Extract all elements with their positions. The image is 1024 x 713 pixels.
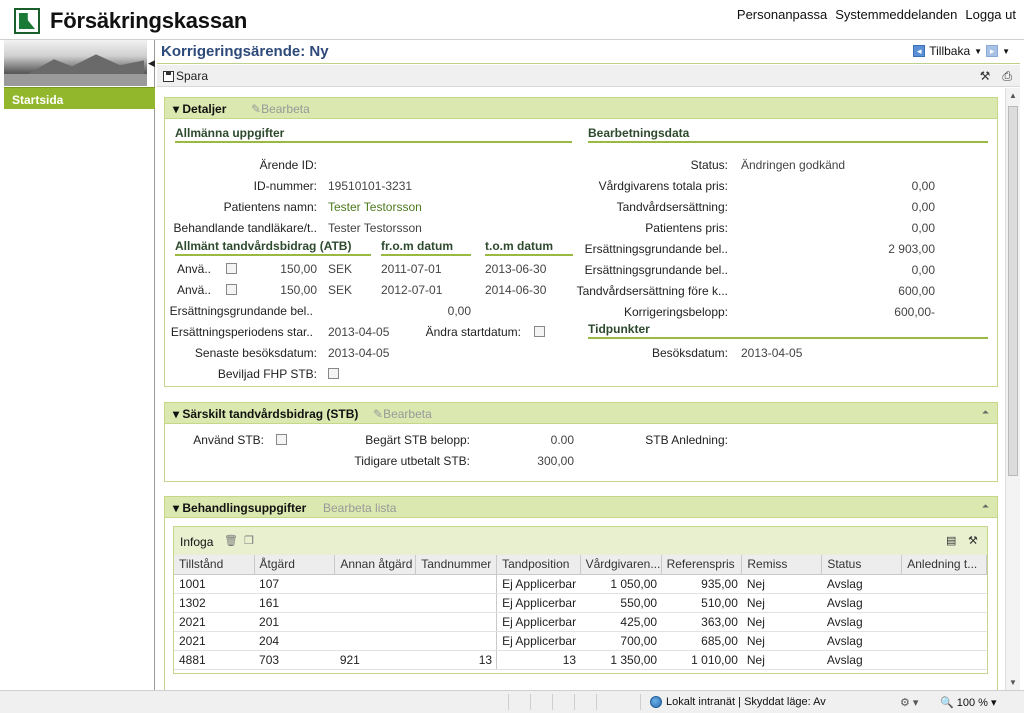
cell: 703 — [254, 650, 335, 669]
stb-edit-button[interactable]: ✎Bearbeta — [373, 407, 432, 421]
cell — [902, 650, 987, 669]
period-start-label: Ersättningsperiodens star.. — [170, 325, 313, 339]
compensation-before-label: Tandvårdsersättning före k... — [576, 284, 728, 298]
globe-icon — [650, 696, 662, 708]
page-toolbar — [157, 65, 1020, 87]
details-panel-header — [165, 98, 997, 119]
compensation-before-value: 600,00 — [898, 284, 935, 298]
table-row[interactable] — [174, 574, 987, 593]
save-button[interactable] — [163, 69, 208, 83]
zoom-control[interactable]: 🔍 100 % ▾ — [940, 697, 997, 709]
cell: 4881 — [174, 650, 254, 669]
id-number-value: 19510101-3231 — [328, 179, 413, 193]
column-header[interactable]: Åtgärd — [254, 555, 335, 574]
cell: 363,00 — [661, 612, 742, 631]
cell — [416, 631, 497, 650]
last-visit-label: Senaste besöksdatum: — [194, 346, 317, 360]
cell: Ej Applicerbar — [497, 612, 581, 631]
atb-section-header: Allmänt tandvårdsbidrag (ATB) — [175, 239, 371, 256]
correction-amount-value: 600,00- — [894, 305, 935, 319]
sidebar-item-label: Startsida — [12, 93, 64, 107]
title-bar — [157, 40, 1020, 64]
main-content — [157, 88, 1005, 690]
provider-total-label: Vårdgivarens totala pris: — [598, 179, 728, 193]
column-header[interactable]: Annan åtgärd — [335, 555, 416, 574]
processing-section-header: Bearbetningsdata — [588, 126, 988, 143]
last-visit-value: 2013-04-05 — [328, 346, 390, 360]
cell: Ej Applicerbar — [497, 593, 581, 612]
logo-mark-icon — [14, 8, 40, 34]
provider-total-value: 0,00 — [911, 179, 935, 193]
cell — [335, 612, 416, 631]
trash-icon[interactable]: 🗑 — [224, 535, 238, 547]
back-button[interactable] — [913, 44, 1010, 58]
cell: 921 — [335, 650, 416, 669]
stb-panel-header — [165, 403, 997, 424]
scroll-down-icon[interactable]: ▼ — [1009, 678, 1017, 687]
treatment-title[interactable]: ▾ Behandlingsuppgifter — [173, 501, 307, 515]
cell: 700,00 — [580, 631, 661, 650]
personanpassa-link[interactable]: Personanpassa — [736, 7, 828, 22]
column-header[interactable]: Tandnummer — [416, 555, 497, 574]
cell: Avslag — [822, 612, 902, 631]
patient-price-value: 0,00 — [911, 221, 935, 235]
top-header — [0, 0, 1024, 40]
cell: 1 010,00 — [661, 650, 742, 669]
use-stb-checkbox[interactable] — [276, 434, 287, 445]
cell: 161 — [254, 593, 335, 612]
atb-row-label: Anvä.. — [177, 262, 212, 276]
patient-name-label: Patientens namn: — [223, 200, 317, 214]
cell: 1302 — [174, 593, 254, 612]
details-title[interactable]: ▾ Detaljer — [173, 102, 227, 116]
browser-status-bar — [0, 690, 1024, 713]
copy-icon[interactable]: ❐ — [244, 535, 254, 547]
timepoints-section-header: Tidpunkter — [588, 322, 988, 339]
grund-1-label: Ersättningsgrundande bel.. — [584, 242, 728, 256]
status-label: Status: — [690, 158, 728, 172]
security-zone-text: Lokalt intranät | Skyddat läge: Av — [666, 696, 826, 708]
cell: 1 050,00 — [580, 574, 661, 593]
page-title: Korrigeringsärende: Ny — [161, 43, 329, 60]
period-start-value: 2013-04-05 — [328, 325, 390, 339]
scroll-up-icon[interactable]: ▲ — [1009, 91, 1017, 100]
cell: 1001 — [174, 574, 254, 593]
treatment-grid — [173, 526, 988, 674]
visit-date-value: 2013-04-05 — [741, 346, 803, 360]
cell: Nej — [742, 612, 822, 631]
column-header[interactable]: Anledning t... — [902, 555, 987, 574]
cell: 2021 — [174, 631, 254, 650]
cell: 2021 — [174, 612, 254, 631]
save-label: Spara — [176, 69, 209, 83]
collapse-left-icon[interactable]: ◀ — [148, 58, 155, 68]
grund-2-label: Ersättningsgrundande bel.. — [584, 263, 728, 277]
atb-row-1-to: 2013-06-30 — [485, 262, 547, 276]
chevron-down-icon[interactable]: ▼ — [1002, 46, 1010, 56]
forward-arrow-icon[interactable]: ▸ — [986, 45, 998, 57]
cell: 425,00 — [580, 612, 661, 631]
column-header[interactable]: Vårdgivaren... — [580, 555, 661, 574]
tools-icon[interactable]: ⚒ — [968, 535, 978, 547]
grund-1-value: 2 903,00 — [888, 242, 935, 256]
stb-reason-label: STB Anledning: — [645, 433, 728, 447]
column-header[interactable]: Tandposition — [497, 555, 581, 574]
stb-title[interactable]: ▾ Särskilt tandvårdsbidrag (STB) — [173, 407, 359, 421]
cell: Avslag — [822, 650, 902, 669]
grid-toolbar — [174, 527, 987, 555]
header-landscape-image — [4, 40, 147, 86]
treatment-table — [174, 555, 987, 670]
systemmeddelanden-link[interactable]: Systemmeddelanden — [835, 7, 958, 22]
cell: 550,00 — [580, 593, 661, 612]
atb-row-2-from: 2012-07-01 — [381, 283, 443, 297]
cell — [335, 593, 416, 612]
fhp-stb-label: Beviljad FHP STB: — [217, 367, 317, 381]
details-edit-button[interactable]: ✎Bearbeta — [251, 102, 310, 116]
cell: Nej — [742, 593, 822, 612]
cell — [335, 574, 416, 593]
cell: Nej — [742, 574, 822, 593]
cell: 1 350,00 — [580, 650, 661, 669]
cell: Avslag — [822, 593, 902, 612]
atb-row-2-to: 2014-06-30 — [485, 283, 547, 297]
cell — [416, 574, 497, 593]
treatment-panel-header — [165, 497, 997, 518]
dental-compensation-value: 0,00 — [911, 200, 935, 214]
atb-row-1-from: 2011-07-01 — [381, 262, 442, 276]
cell: 510,00 — [661, 593, 742, 612]
table-row[interactable] — [174, 631, 987, 650]
vertical-scrollbar[interactable] — [1005, 88, 1020, 690]
left-navigation — [4, 40, 155, 690]
security-zone[interactable] — [650, 696, 826, 708]
cell — [416, 612, 497, 631]
details-panel — [164, 97, 998, 387]
cell — [902, 612, 987, 631]
patient-price-label: Patientens pris: — [645, 221, 728, 235]
dentist-value: Tester Testorsson — [328, 221, 422, 235]
atb-row-label: Anvä.. — [177, 283, 212, 297]
grund-2-value: 0,00 — [911, 263, 935, 277]
insert-button[interactable]: Infoga — [180, 535, 214, 549]
cell: Avslag — [822, 574, 902, 593]
patient-name-value[interactable]: Tester Testorsson — [328, 200, 422, 214]
cell: Nej — [742, 631, 822, 650]
cell: 201 — [254, 612, 335, 631]
logout-link[interactable]: Logga ut — [965, 7, 1016, 22]
atb-row-2-checkbox[interactable] — [226, 284, 237, 295]
tools-icon[interactable]: ⚒ — [979, 69, 991, 83]
cell: 685,00 — [661, 631, 742, 650]
cell: 935,00 — [661, 574, 742, 593]
atb-row-1-currency: SEK — [328, 262, 353, 276]
atb-to-header: t.o.m datum — [485, 239, 573, 256]
stb-panel — [164, 402, 998, 482]
column-header[interactable]: Status — [822, 555, 902, 574]
cell: Avslag — [822, 631, 902, 650]
column-header[interactable]: Referenspris — [661, 555, 742, 574]
collapse-up-icon[interactable]: ⏶ — [981, 501, 989, 511]
status-value: Ändringen godkänd — [741, 158, 846, 172]
sidebar-item-startsida[interactable] — [4, 87, 155, 109]
brand-logo[interactable] — [14, 8, 247, 34]
print-icon[interactable]: ⎙ — [1002, 69, 1012, 83]
column-header[interactable]: Remiss — [742, 555, 822, 574]
floppy-disk-icon — [163, 71, 174, 82]
table-row[interactable] — [174, 650, 987, 669]
back-label: Tillbaka — [929, 44, 971, 58]
atb-grund-label: Ersättningsgrundande bel.. — [169, 304, 313, 318]
correction-amount-label: Korrigeringsbelopp: — [623, 305, 728, 319]
arende-id-label: Ärende ID: — [259, 158, 317, 172]
prev-stb-label: Tidigare utbetalt STB: — [354, 454, 470, 468]
use-stb-label: Använd STB: — [193, 433, 264, 447]
table-row[interactable] — [174, 612, 987, 631]
collapse-up-icon[interactable]: ⏶ — [981, 407, 989, 417]
atb-row-2-amount: 150,00 — [280, 283, 317, 297]
general-section-header: Allmänna uppgifter — [175, 126, 572, 143]
cell — [902, 631, 987, 650]
cell: 204 — [254, 631, 335, 650]
cell — [902, 574, 987, 593]
cell — [335, 631, 416, 650]
back-arrow-icon: ◂ — [913, 45, 925, 57]
cell — [416, 593, 497, 612]
cell: Nej — [742, 650, 822, 669]
atb-row-1-checkbox[interactable] — [226, 263, 237, 274]
table-row[interactable] — [174, 593, 987, 612]
requested-stb-label: Begärt STB belopp: — [365, 433, 470, 447]
brand-name: Försäkringskassan — [50, 8, 248, 33]
scrollbar-thumb[interactable] — [1008, 106, 1018, 476]
prev-stb-value: 300,00 — [537, 454, 574, 468]
edit-list-button[interactable]: Bearbeta lista — [323, 501, 397, 515]
atb-row-2-currency: SEK — [328, 283, 353, 297]
table-header-row — [174, 555, 987, 574]
atb-grund-value: 0,00 — [447, 304, 471, 318]
top-links — [737, 7, 1016, 22]
change-start-label: Ändra startdatum: — [425, 325, 521, 339]
treatment-panel — [164, 496, 998, 690]
atb-row-1-amount: 150,00 — [280, 262, 317, 276]
cell: 107 — [254, 574, 335, 593]
visit-date-label: Besöksdatum: — [651, 346, 728, 360]
cell: 13 — [497, 650, 581, 669]
dentist-label: Behandlande tandläkare/t.. — [173, 221, 317, 235]
cell: 13 — [416, 650, 497, 669]
fhp-stb-checkbox[interactable] — [328, 368, 339, 379]
column-header[interactable]: Tillstånd — [174, 555, 254, 574]
cell: Ej Applicerbar — [497, 574, 581, 593]
export-icon[interactable]: ▤ — [946, 535, 957, 547]
change-start-checkbox[interactable] — [534, 326, 545, 337]
zoom-level: 100 % — [956, 697, 988, 709]
requested-stb-value: 0.00 — [550, 433, 574, 447]
chevron-down-icon[interactable]: ▼ — [974, 46, 983, 56]
cell: Ej Applicerbar — [497, 631, 581, 650]
id-number-label: ID-nummer: — [253, 179, 317, 193]
protected-mode-icon[interactable]: ⚙ ▾ — [900, 697, 919, 709]
atb-from-header: fr.o.m datum — [381, 239, 471, 256]
cell — [902, 593, 987, 612]
dental-compensation-label: Tandvårdsersättning: — [616, 200, 728, 214]
